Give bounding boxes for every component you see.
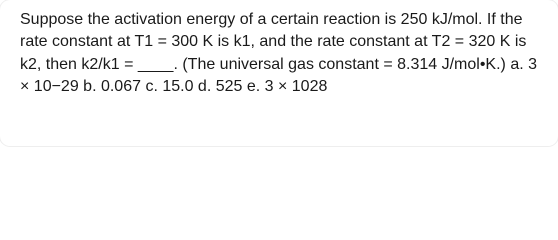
question-text: Suppose the activation energy of a certain reaction is 250 kJ/mol. If the rate constant at T1 = 300 K is k1, and the rate constant at T2 = 320 K is k2, then k2/k1 = ____. (The universal gas constant = 8.314 J/mol•K.) a. 3 × 10−29 b. 0.067 c. 15.0 d. 525 e. 3 × 1028 [20,11,538,96]
